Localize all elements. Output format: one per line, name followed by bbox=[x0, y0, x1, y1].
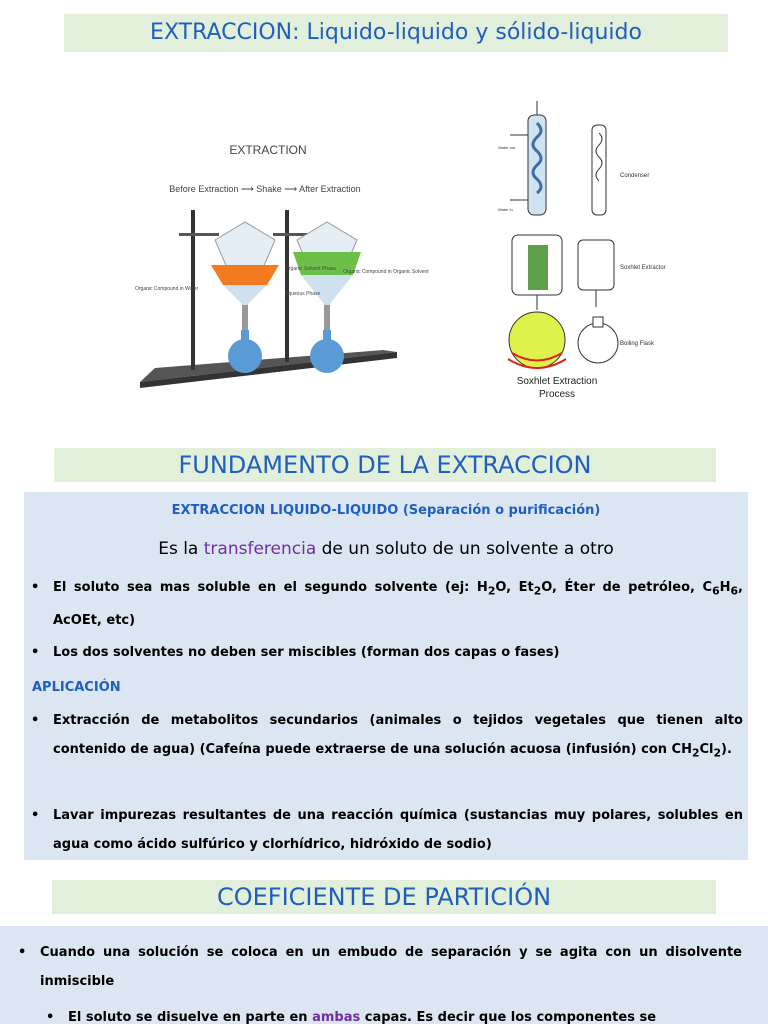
label-water-out: Water out bbox=[498, 145, 516, 150]
bullet-no-miscibles: • Los dos solventes no deben ser miscibles (forman dos capas o fases) bbox=[53, 638, 743, 667]
label-boiling-flask: Boiling Flask bbox=[620, 341, 655, 347]
soxhlet-figure bbox=[490, 95, 710, 405]
bullet-metabolitos bbox=[53, 706, 743, 768]
label-water-in: Water in bbox=[498, 207, 513, 212]
bullet-soluto-soluble bbox=[53, 573, 743, 635]
condenser-component bbox=[592, 125, 606, 215]
text-part: H bbox=[719, 580, 731, 595]
flask-left bbox=[228, 339, 262, 373]
text-part: El soluto sea mas soluble en el segundo solvente (ej: H bbox=[53, 580, 488, 595]
extraction-figure-steps: Before Extraction ⟶ Shake ⟶ After Extraction bbox=[169, 184, 361, 194]
subscript: 2 bbox=[533, 584, 542, 598]
highlight-ambas: ambas bbox=[312, 1010, 361, 1025]
text-part: O, Et bbox=[495, 580, 534, 595]
subscript: 6 bbox=[712, 584, 720, 598]
label-organic-solvent-phase: Organic Solvent Phase bbox=[285, 266, 337, 272]
subscript: 2 bbox=[713, 746, 722, 760]
section-heading-fundamento: FUNDAMENTO DE LA EXTRACCION bbox=[54, 448, 716, 482]
label-organic-compound-in-organic-solvent: Organic Compound in Organic Solvent bbox=[343, 269, 429, 275]
extraction-figure-title: EXTRACTION bbox=[229, 143, 307, 157]
aqueous-phase-left bbox=[223, 285, 267, 305]
definition-sentence bbox=[24, 539, 748, 559]
soxhlet-caption-line2: Process bbox=[538, 389, 576, 400]
subscript: 6 bbox=[730, 584, 739, 598]
section-heading-coeficiente: COEFICIENTE DE PARTICIÓN bbox=[52, 880, 716, 914]
extraction-figure bbox=[135, 130, 429, 392]
subscript: 2 bbox=[691, 746, 700, 760]
text-part: Cl bbox=[699, 742, 714, 757]
bullet-soluto-ambas-capas bbox=[68, 1003, 742, 1032]
label-aqueous-phase: Aqueous Phase bbox=[285, 291, 321, 297]
ring-stand-right bbox=[285, 210, 289, 362]
label-organic-compound-in-water: Organic Compound in Water bbox=[135, 286, 199, 292]
text-part: ). bbox=[721, 742, 732, 757]
definition-text-start: Es la bbox=[158, 539, 204, 559]
aplicacion-label: APLICACIÓN bbox=[32, 680, 121, 695]
subheading-liquido-liquido: EXTRACCION LIQUIDO-LIQUIDO (Separación o purificación) bbox=[171, 503, 601, 518]
definition-text-end: de un soluto de un solvente a otro bbox=[316, 539, 614, 559]
orange-organic-phase bbox=[211, 265, 279, 285]
text-part: El soluto se disuelve en parte en bbox=[68, 1010, 313, 1025]
fundamento-panel bbox=[24, 492, 748, 860]
highlight-transferencia: transferencia bbox=[203, 539, 317, 559]
text-part: , AcOEt, etc) bbox=[53, 580, 743, 628]
soxhlet-caption-line1: Soxhlet Extraction bbox=[516, 376, 598, 387]
bullet-solucion-embudo: • Cuando una solución se coloca en un embudo de separación y se agita con un disolvente inmiscible bbox=[40, 938, 742, 996]
soxhlet-extractor-component bbox=[578, 240, 614, 290]
lab-bench-plate bbox=[140, 350, 397, 382]
bullet-lavar-impurezas: • Lavar impurezas resultantes de una reacción química (sustancias muy polares, solubles en agua como ácido sulfúrico y clorhídrico, hidróxido de sodio) bbox=[53, 801, 743, 859]
label-condenser: Condenser bbox=[620, 173, 650, 179]
boiling-flask-component bbox=[578, 323, 618, 363]
flask-right bbox=[310, 339, 344, 373]
text-part: capas. Es decir que los componentes se bbox=[360, 1010, 657, 1025]
page-title: EXTRACCION: Liquido-liquido y sólido-liquido bbox=[64, 14, 728, 52]
subscript: 2 bbox=[487, 584, 496, 598]
label-soxhlet-extractor: Soxhlet Extractor bbox=[620, 265, 666, 271]
coeficiente-panel bbox=[0, 926, 768, 1024]
text-part: O, Éter de petróleo, C bbox=[541, 580, 713, 595]
text-part: Extracción de metabolitos secundarios (animales o tejidos vegetales que tienen alto contenido de agua) (Cafeína puede extraerse de una solución acuosa (infusión) con CH bbox=[53, 713, 743, 757]
